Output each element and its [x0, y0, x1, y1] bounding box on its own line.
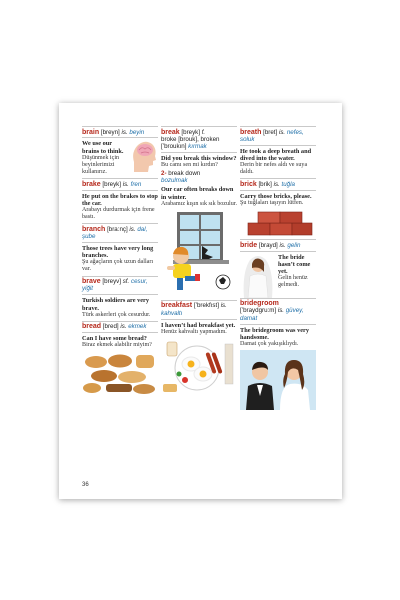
translation: cesur, yiğit	[82, 278, 148, 293]
entry-break-head	[161, 127, 237, 152]
translation: gelin	[285, 241, 301, 249]
broken-window-illustration	[161, 210, 237, 300]
bride-example-row	[240, 252, 316, 298]
example-tr: Arabayı durdurmak için frene bastı.	[82, 206, 155, 220]
example-en: Our car often breaks down in winter.	[161, 186, 234, 201]
abbreviation: is.	[120, 323, 127, 331]
verb-forms: broke [brouk], broken [’broukın]	[161, 135, 220, 151]
example-en: Carry those bricks, please.	[240, 192, 312, 200]
column-1	[82, 126, 158, 396]
example-tr: Gelin henüz gelmedi.	[278, 275, 308, 289]
translation: tuğla	[279, 180, 295, 188]
headword: breakfast	[161, 302, 193, 310]
translation: kırmak	[186, 143, 207, 151]
abbreviation: is.	[129, 225, 136, 233]
example-en: Did you break this window?	[161, 155, 237, 163]
translation: fren	[128, 180, 142, 188]
example-tr: Düşünmek için beyinlerimizi kullanırız.	[82, 154, 120, 175]
example-tr: Biraz ekmek alabilir miyim?	[82, 342, 152, 349]
example-en: The bride hasn’t come yet.	[278, 253, 311, 275]
entry-branch-head	[82, 224, 158, 242]
pronunciation: [breyk]	[179, 128, 202, 136]
example-tr: Damat çok yakışıklıydı.	[240, 341, 299, 348]
entry-brake-head	[82, 179, 158, 189]
headword: bread	[82, 323, 102, 331]
translation: güvey, damat	[240, 307, 304, 322]
entry-bride-head	[240, 240, 316, 250]
bride-illustration	[240, 252, 276, 298]
abbreviation: is.	[279, 241, 286, 249]
sense-phrase: break down	[166, 169, 201, 177]
bricks-illustration	[240, 209, 316, 239]
example-en: Can I have some bread?	[82, 335, 147, 343]
bride-and-groom-illustration	[240, 350, 316, 410]
pronunciation: [brayd]	[257, 241, 280, 249]
abbreviation: is.	[121, 128, 128, 136]
example-en: Turkish soldiers are very brave.	[82, 297, 149, 312]
entry-brave-head	[82, 277, 158, 295]
abbreviation: is.	[278, 128, 286, 136]
example-tr: Henüz kahvaltı yapmadım.	[161, 328, 227, 335]
headword: bride	[240, 241, 258, 249]
entry-breath-head	[240, 127, 316, 145]
pronunciation: [bret]	[261, 128, 279, 136]
column-3	[240, 126, 316, 410]
sense-translation: bozulmak	[161, 176, 188, 184]
translation: kahvaltı	[161, 309, 183, 317]
pronunciation: [breyn]	[99, 128, 122, 136]
translation: ekmek	[126, 323, 147, 331]
pronunciation: [brik]	[256, 180, 274, 188]
entry-brick-head	[240, 179, 316, 189]
sense-2	[161, 170, 237, 185]
headword: brave	[82, 278, 101, 285]
abbreviation: sf.	[122, 278, 130, 285]
headword: brake	[82, 180, 101, 188]
pronunciation: [breyv]	[100, 278, 123, 285]
pronunciation: [’brekfıst]	[192, 302, 221, 310]
headword: brick	[240, 180, 257, 188]
example-en: Those trees have very long branches.	[82, 244, 154, 260]
brain-example-row	[82, 138, 158, 178]
abbreviation: is.	[277, 307, 285, 315]
example-en: He put on the brakes to stop the car.	[82, 192, 158, 207]
translation: dal, şube	[82, 225, 148, 240]
page-number: 36	[82, 482, 89, 488]
abbreviation: is.	[220, 302, 227, 310]
entry-bridegroom-head	[240, 299, 316, 324]
example-en: We use our brains to think.	[82, 140, 124, 155]
headword: brain	[82, 128, 100, 136]
abbreviation: f.	[201, 128, 206, 136]
abbreviation: is.	[273, 180, 280, 188]
dictionary-page	[60, 104, 341, 498]
example-tr: Şu ağaçların çok uzun dalları var.	[82, 259, 154, 273]
breakfast-illustration	[161, 338, 237, 394]
column-2	[161, 126, 237, 394]
example-tr: Şu tuğlaları taşıyın lütfen.	[240, 200, 304, 207]
example-tr: Türk askerleri çok cesurdur.	[82, 311, 151, 318]
headword: branch	[82, 225, 106, 233]
translation: nefes, soluk	[240, 128, 304, 143]
example-tr: Derin bir nefes aldı ve suya daldı.	[240, 162, 308, 176]
headword: bridegroom	[240, 300, 279, 308]
example-en: He took a deep breath and dived into the water.	[240, 147, 312, 163]
example-en: I haven’t had breakfast yet.	[161, 321, 236, 329]
pronunciation: [’braydgru:m]	[240, 307, 278, 315]
pronunciation: [bra:nç]	[105, 225, 130, 233]
pronunciation: [bred]	[101, 323, 121, 331]
brain-head-illustration	[128, 138, 158, 174]
abbreviation: is.	[122, 180, 129, 188]
example-en: The bridegroom was very handsome.	[240, 326, 309, 341]
pronunciation: [breyk]	[100, 180, 123, 188]
entry-brain-head	[82, 127, 158, 137]
entry-bread-head	[82, 322, 158, 332]
translation: beyin	[127, 128, 145, 136]
example-tr: Bu camı sen mi kırdın?	[161, 162, 218, 169]
sense-number: 2-	[161, 169, 167, 177]
example-tr: Arabamız kışın sık sık bozulur.	[161, 200, 237, 207]
entry-breakfast-head	[161, 301, 237, 319]
headword: breath	[240, 128, 262, 136]
headword: break	[161, 128, 180, 136]
bread-illustration	[82, 352, 158, 396]
